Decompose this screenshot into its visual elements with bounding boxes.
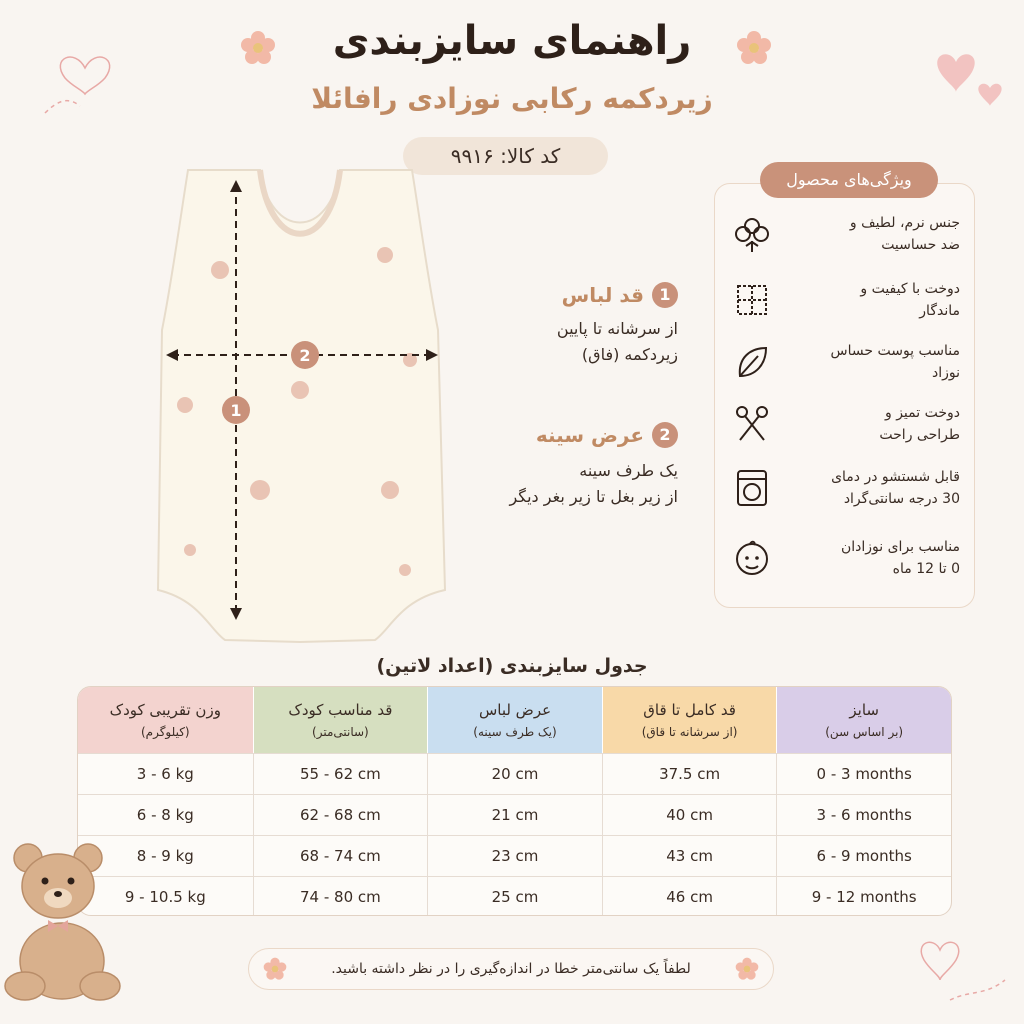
feature-line: 30 درجه سانتی‌گراد: [843, 491, 960, 507]
table-cell: 62 - 68 cm: [253, 795, 428, 835]
table-cell: 37.5 cm: [602, 754, 777, 794]
feature-line: دوخت با کیفیت و: [860, 281, 960, 297]
table-cell: 43 cm: [602, 836, 777, 876]
table-cell: 3 - 6 months: [776, 795, 951, 835]
features-heading: ویژگی‌های محصول: [760, 162, 938, 198]
feature-line: جنس نرم، لطیف و: [849, 215, 960, 231]
column-label: قد کامل تا قاق: [643, 701, 736, 719]
measurement-note: [248, 948, 774, 990]
table-cell: 46 cm: [602, 877, 777, 916]
column-header-weight: [78, 687, 253, 753]
column-label: عرض لباس: [478, 701, 552, 719]
feature-line: قابل شستشو در دمای: [831, 469, 960, 485]
column-sublabel: (سانتی‌متر): [312, 725, 369, 739]
table-cell: 68 - 74 cm: [253, 836, 428, 876]
feature-line: ضد حساسیت: [881, 237, 960, 253]
table-row: [78, 876, 951, 916]
width-marker: 2: [299, 346, 311, 365]
feature-text: [774, 466, 966, 510]
feature-item: [730, 334, 966, 390]
table-header: [78, 687, 951, 753]
column-sublabel: (کیلوگرم): [140, 725, 190, 739]
measurement-line: از سرشانه تا پایین: [556, 319, 678, 338]
flower-icon: [263, 957, 287, 981]
table-cell: 9 - 10.5 kg: [124, 888, 206, 906]
feature-line: طراحی راحت: [879, 427, 960, 443]
table-row: [78, 794, 951, 835]
column-label: سایز: [849, 701, 879, 719]
feature-text: [774, 340, 966, 384]
table-cell: 3 - 6 kg: [136, 765, 194, 783]
table-row: [78, 835, 951, 876]
measurement-description-length: [557, 316, 678, 368]
table-cell: 6 - 8 kg: [136, 806, 194, 824]
column-sublabel: (یک طرف سینه): [473, 725, 557, 739]
table-cell: 6 - 9 months: [776, 836, 951, 876]
height-marker: 1: [230, 401, 242, 420]
scissors-icon: [730, 402, 774, 446]
measurement-label: قد لباس: [561, 283, 644, 307]
feature-line: نوزاد: [931, 365, 960, 381]
bodysuit-illustration: [150, 160, 450, 650]
feature-line: 0 تا 12 ماه: [892, 561, 960, 577]
product-name: زیردکمه رکابی نوزادی رافائلا: [311, 82, 713, 115]
number-badge: 2: [652, 422, 678, 448]
flower-icon: [735, 957, 759, 981]
leaf-icon: [730, 340, 774, 384]
stitch-icon: [730, 278, 774, 322]
table-cell: 8 - 9 kg: [136, 847, 194, 865]
note-text: لطفاً یک سانتی‌متر خطا در اندازه‌گیری را در نظر داشته باشید.: [331, 961, 691, 977]
table-cell: 25 cm: [427, 877, 602, 916]
table-cell: 9 - 12 months: [776, 877, 951, 916]
cotton-icon: [730, 212, 774, 256]
table-cell: 20 cm: [427, 754, 602, 794]
feature-item: [730, 206, 966, 262]
feature-item: [730, 530, 966, 586]
column-header-length: [602, 687, 777, 753]
feature-text: [774, 402, 966, 446]
column-header-height: [253, 687, 428, 753]
feature-item: [730, 272, 966, 328]
heart-outline-icon: [910, 930, 1010, 1010]
table-cell: 55 - 62 cm: [253, 754, 428, 794]
measurement-heading-length: [562, 282, 678, 308]
washing-machine-icon: [730, 466, 774, 510]
table-cell: 0 - 3 months: [776, 754, 951, 794]
column-label: وزن تقریبی کودک: [109, 701, 221, 719]
teddy-bear-illustration: [0, 836, 135, 1006]
measurement-heading-chest: [536, 422, 678, 448]
feature-text: [774, 536, 966, 580]
size-table-title: جدول سایزبندی (اعداد لاتین): [376, 655, 648, 677]
table-cell: 23 cm: [427, 836, 602, 876]
column-header-chest-width: [427, 687, 602, 753]
column-sublabel: (بر اساس سن): [825, 725, 904, 739]
table-row: [78, 753, 951, 794]
table-cell: 21 cm: [427, 795, 602, 835]
product-code: کد کالا: ۹۹۱۶: [403, 137, 608, 175]
feature-line: مناسب پوست حساس: [830, 343, 960, 359]
measurement-line: از زیر بغل تا زیر بغر دیگر: [509, 487, 678, 506]
measurement-description-chest: [509, 458, 678, 510]
table-cell: 74 - 80 cm: [253, 877, 428, 916]
feature-text: [774, 278, 966, 322]
feature-item: [730, 396, 966, 452]
feature-item: [730, 460, 966, 516]
table-cell: 40 cm: [602, 795, 777, 835]
measurement-line: یک طرف سینه: [579, 461, 678, 480]
measurement-line: زیردکمه (فاق): [581, 345, 678, 364]
feature-line: ماندگار: [919, 303, 960, 319]
size-table: [77, 686, 952, 916]
column-label: قد مناسب کودک: [288, 701, 393, 719]
feature-line: دوخت تمیز و: [885, 405, 960, 421]
measurement-label: عرض سینه: [535, 423, 644, 447]
column-header-size: [776, 687, 951, 753]
feature-line: مناسب برای نوزادان: [840, 539, 960, 555]
page-title: راهنمای سایزبندی: [332, 18, 692, 64]
column-sublabel: (از سرشانه تا قاق): [641, 725, 738, 739]
baby-face-icon: [730, 536, 774, 580]
number-badge: 1: [652, 282, 678, 308]
feature-text: [774, 212, 966, 256]
